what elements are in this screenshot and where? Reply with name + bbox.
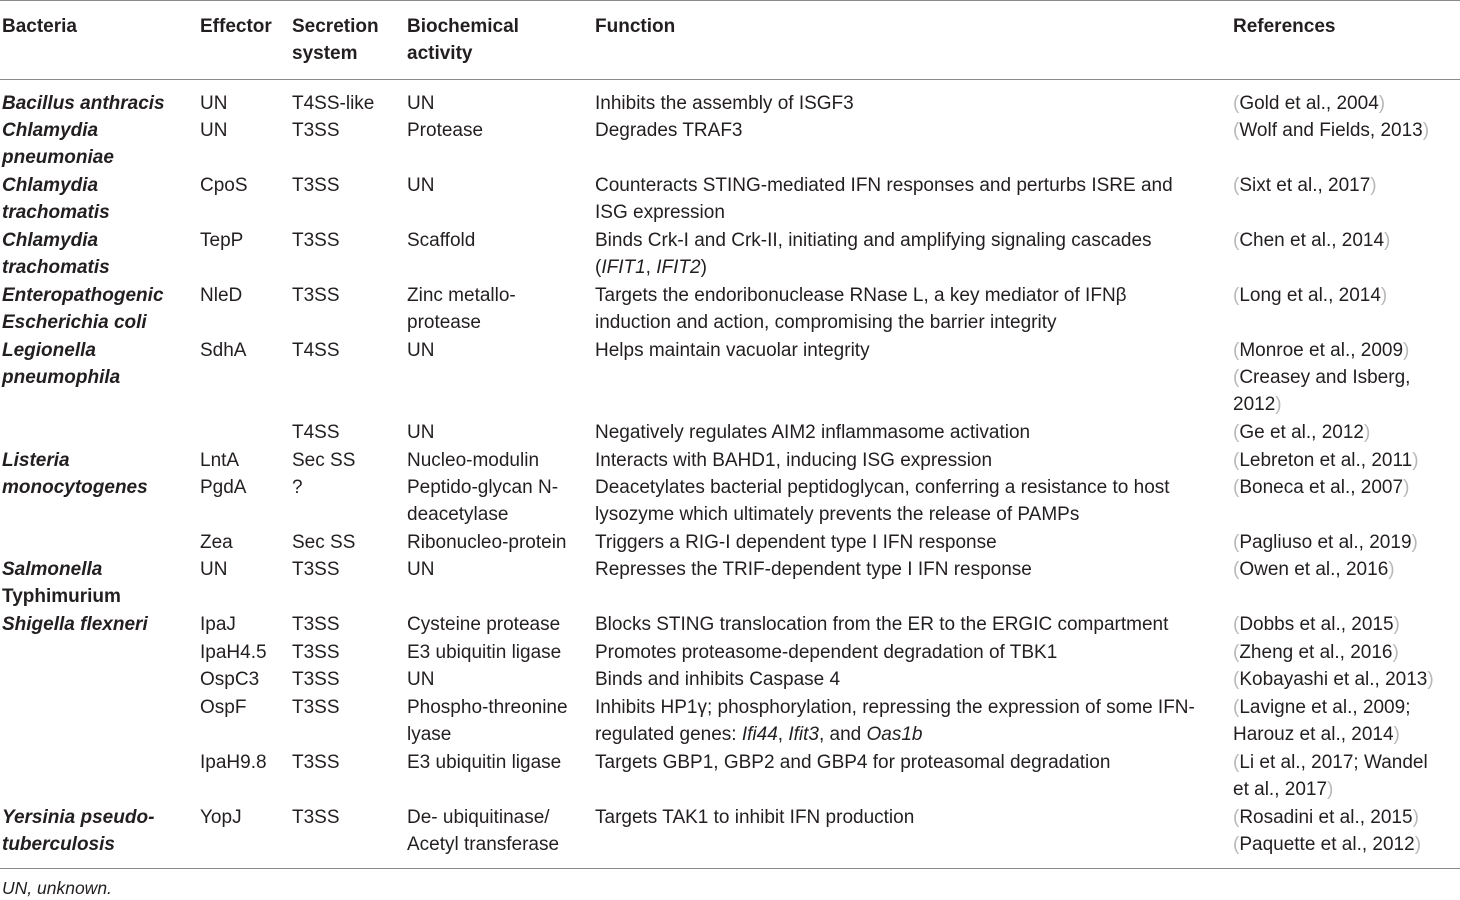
row-function: ISG expression xyxy=(595,202,725,223)
row-activity: Zinc metallo- xyxy=(407,285,516,306)
row-function: Helps maintain vacuolar integrity xyxy=(595,340,870,361)
row-activity: E3 ubiquitin ligase xyxy=(407,642,562,663)
header-effector: Effector xyxy=(200,16,272,37)
row-function-genes: regulated genes: Ifi44, Ifit3, and Oas1b xyxy=(595,724,923,745)
row-effector: SdhA xyxy=(200,340,247,361)
row-bacteria: pneumophila xyxy=(2,367,121,388)
row-function: Targets GBP1, GBP2 and GBP4 for proteasomal degradation xyxy=(595,752,1111,773)
row-secretion: T3SS xyxy=(292,559,340,580)
row-effector: PgdA xyxy=(200,477,247,498)
row-secretion: T3SS xyxy=(292,230,340,251)
row-effector: CpoS xyxy=(200,175,248,196)
row-activity: UN xyxy=(407,340,435,361)
row-function: Deacetylates bacterial peptidoglycan, conferring a resistance to host xyxy=(595,477,1170,498)
row-activity: deacetylase xyxy=(407,504,509,525)
row-function: Targets TAK1 to inhibit IFN production xyxy=(595,807,915,828)
row-reference[interactable]: (Chen et al., 2014) xyxy=(1233,230,1391,251)
row-bacteria: Chlamydia xyxy=(2,175,99,196)
row-secretion: T4SS xyxy=(292,422,340,443)
row-effector: Zea xyxy=(200,532,233,553)
row-activity: UN xyxy=(407,559,435,580)
row-reference[interactable]: (Ge et al., 2012) xyxy=(1233,422,1371,443)
row-function: Binds and inhibits Caspase 4 xyxy=(595,669,841,690)
row-effector: OspC3 xyxy=(200,669,260,690)
row-reference[interactable]: et al., 2017) xyxy=(1233,779,1334,800)
row-effector: OspF xyxy=(200,697,247,718)
row-secretion: T3SS xyxy=(292,752,340,773)
row-function-genes: (IFIT1, IFIT2) xyxy=(595,257,707,278)
row-bacteria: Typhimurium xyxy=(2,586,121,607)
row-activity: De- ubiquitinase/ xyxy=(407,807,550,828)
row-bacteria: Legionella xyxy=(2,340,96,361)
row-function: lysozyme which ultimately prevents the release of PAMPs xyxy=(595,504,1080,525)
row-function: Blocks STING translocation from the ER to the ERGIC compartment xyxy=(595,614,1169,635)
row-reference[interactable]: (Li et al., 2017; Wandel xyxy=(1233,752,1428,773)
row-effector: UN xyxy=(200,559,228,580)
top-rule xyxy=(0,0,1460,1)
row-effector: UN xyxy=(200,120,228,141)
row-secretion: T3SS xyxy=(292,285,340,306)
row-reference[interactable]: (Wolf and Fields, 2013) xyxy=(1233,120,1430,141)
row-function: Inhibits HP1γ; phosphorylation, repressing the expression of some IFN- xyxy=(595,697,1195,718)
row-secretion: T3SS xyxy=(292,175,340,196)
row-secretion: T3SS xyxy=(292,120,340,141)
row-effector: NleD xyxy=(200,285,243,306)
row-function: Targets the endoribonuclease RNase L, a key mediator of IFNβ xyxy=(595,285,1127,306)
row-effector: YopJ xyxy=(200,807,242,828)
row-activity: Phospho-threonine xyxy=(407,697,568,718)
row-bacteria: pneumoniae xyxy=(2,147,114,168)
row-reference[interactable]: (Sixt et al., 2017) xyxy=(1233,175,1377,196)
row-activity: lyase xyxy=(407,724,452,745)
row-bacteria: Listeria xyxy=(2,450,70,471)
row-activity: Ribonucleo-protein xyxy=(407,532,567,553)
row-secretion: Sec SS xyxy=(292,532,356,553)
row-bacteria: trachomatis xyxy=(2,202,110,223)
row-function: induction and action, compromising the barrier integrity xyxy=(595,312,1057,333)
row-reference[interactable]: Harouz et al., 2014) xyxy=(1233,724,1400,745)
row-secretion: ? xyxy=(292,477,303,498)
row-activity: UN xyxy=(407,175,435,196)
row-reference[interactable]: (Boneca et al., 2007) xyxy=(1233,477,1410,498)
row-function: Inhibits the assembly of ISGF3 xyxy=(595,93,854,114)
row-reference[interactable]: (Lavigne et al., 2009; xyxy=(1233,697,1411,718)
header-secretion-line1: Secretion xyxy=(292,16,379,37)
row-function: Represses the TRIF-dependent type I IFN response xyxy=(595,559,1032,580)
row-reference[interactable]: (Rosadini et al., 2015) xyxy=(1233,807,1419,828)
row-function: Triggers a RIG-I dependent type I IFN response xyxy=(595,532,997,553)
header-secretion-line2: system xyxy=(292,43,358,64)
row-effector: IpaH9.8 xyxy=(200,752,267,773)
row-secretion: T3SS xyxy=(292,697,340,718)
row-bacteria: Bacillus anthracis xyxy=(2,93,165,114)
header-biochem-line1: Biochemical xyxy=(407,16,519,37)
row-activity: protease xyxy=(407,312,481,333)
row-bacteria: Chlamydia xyxy=(2,120,99,141)
row-reference[interactable]: (Kobayashi et al., 2013) xyxy=(1233,669,1434,690)
row-bacteria: Shigella flexneri xyxy=(2,614,148,635)
row-bacteria: Salmonella xyxy=(2,559,103,580)
row-bacteria: tuberculosis xyxy=(2,834,115,855)
footnote: UN, unknown. xyxy=(2,878,112,898)
row-activity: Nucleo-modulin xyxy=(407,450,540,471)
row-bacteria: Chlamydia xyxy=(2,230,99,251)
row-secretion: T3SS xyxy=(292,614,340,635)
row-reference[interactable]: (Lebreton et al., 2011) xyxy=(1233,450,1419,471)
row-secretion: T4SS xyxy=(292,340,340,361)
row-bacteria: Yersinia pseudo- xyxy=(2,807,155,828)
row-function: Interacts with BAHD1, inducing ISG expression xyxy=(595,450,993,471)
row-function: Negatively regulates AIM2 inflammasome activation xyxy=(595,422,1031,443)
row-secretion: T3SS xyxy=(292,669,340,690)
row-activity: Scaffold xyxy=(407,230,476,251)
bottom-rule xyxy=(0,868,1460,869)
row-secretion: Sec SS xyxy=(292,450,356,471)
row-activity: UN xyxy=(407,422,435,443)
row-effector: UN xyxy=(200,93,228,114)
row-function: Degrades TRAF3 xyxy=(595,120,743,141)
header-references: References xyxy=(1233,16,1336,37)
header-rule xyxy=(0,79,1460,80)
row-bacteria: Enteropathogenic xyxy=(2,285,164,306)
row-secretion: T3SS xyxy=(292,807,340,828)
row-reference[interactable]: (Zheng et al., 2016) xyxy=(1233,642,1399,663)
row-secretion: T4SS-like xyxy=(292,93,375,114)
row-function: Binds Crk-I and Crk-II, initiating and amplifying signaling cascades xyxy=(595,230,1152,251)
row-reference[interactable]: (Monroe et al., 2009) xyxy=(1233,340,1410,361)
row-effector: IpaJ xyxy=(200,614,236,635)
row-effector: LntA xyxy=(200,450,240,471)
row-activity: Acetyl transferase xyxy=(407,834,560,855)
header-function: Function xyxy=(595,16,676,37)
row-function: Promotes proteasome-dependent degradation of TBK1 xyxy=(595,642,1058,663)
row-activity: Peptido-glycan N- xyxy=(407,477,559,498)
row-reference[interactable]: (Dobbs et al., 2015) xyxy=(1233,614,1400,635)
row-reference[interactable]: (Pagliuso et al., 2019) xyxy=(1233,532,1418,553)
header-bacteria: Bacteria xyxy=(2,16,77,37)
row-reference[interactable]: 2012) xyxy=(1233,394,1282,415)
row-activity: E3 ubiquitin ligase xyxy=(407,752,562,773)
row-bacteria: trachomatis xyxy=(2,257,110,278)
row-reference[interactable]: (Gold et al., 2004) xyxy=(1233,93,1386,114)
row-reference[interactable]: (Long et al., 2014) xyxy=(1233,285,1388,306)
row-reference[interactable]: (Paquette et al., 2012) xyxy=(1233,834,1422,855)
row-effector: IpaH4.5 xyxy=(200,642,267,663)
row-secretion: T3SS xyxy=(292,642,340,663)
row-function: Counteracts STING-mediated IFN responses and perturbs ISRE and xyxy=(595,175,1173,196)
row-activity: Cysteine protease xyxy=(407,614,561,635)
row-reference[interactable]: (Owen et al., 2016) xyxy=(1233,559,1395,580)
row-bacteria: Escherichia coli xyxy=(2,312,147,333)
row-activity: UN xyxy=(407,93,435,114)
row-bacteria: monocytogenes xyxy=(2,477,148,498)
row-activity: Protease xyxy=(407,120,484,141)
row-effector: TepP xyxy=(200,230,244,251)
header-biochem-line2: activity xyxy=(407,43,473,64)
row-reference[interactable]: (Creasey and Isberg, xyxy=(1233,367,1411,388)
row-activity: UN xyxy=(407,669,435,690)
